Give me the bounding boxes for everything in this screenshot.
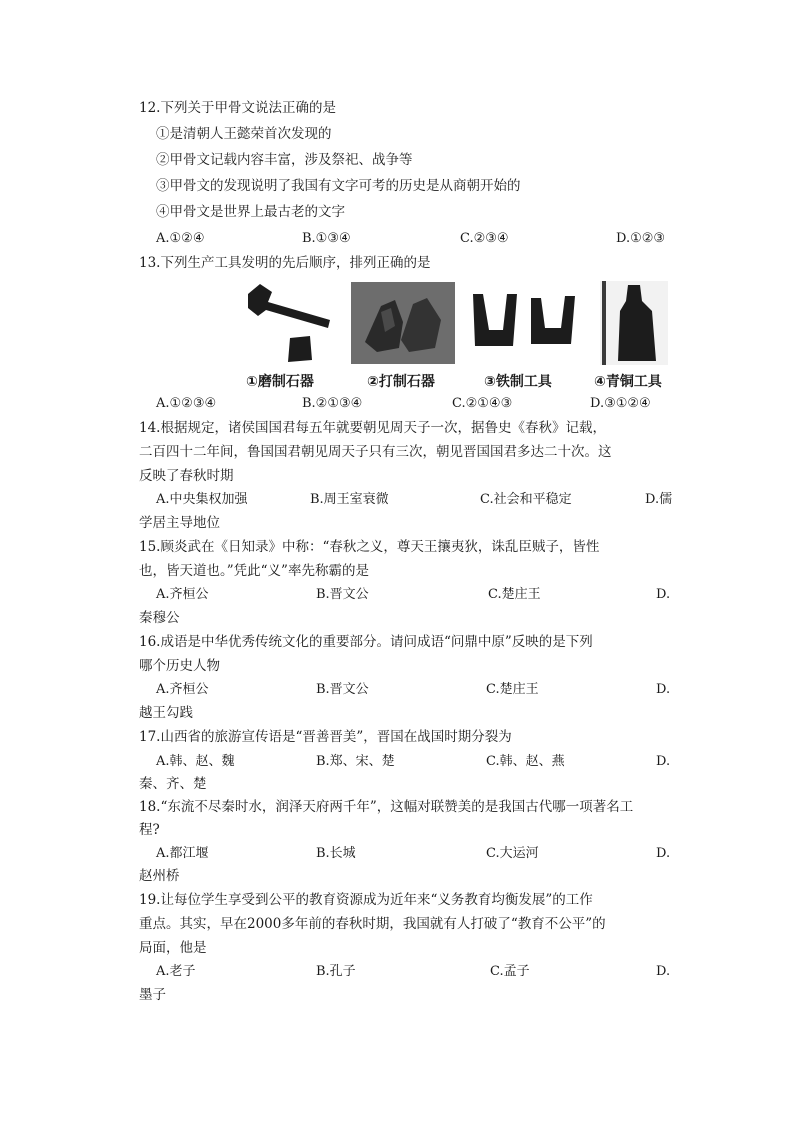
q18-option-b: B.长城 [316,846,356,861]
q19-option-c: C.孟子 [490,964,530,979]
q14-stem-line-3: 反映了春秋时期 [139,468,234,484]
q12-option-d: D.①②③ [616,231,666,246]
q12-option-a: A.①②④ [156,231,205,246]
q15-stem-line-2: 也，皆天道也。”凭此“义”率先称霸的是 [139,563,369,579]
q13-caption-2: ②打制石器 [367,374,435,390]
q14-stem-line-2: 二百四十二年间，鲁国国君朝见周天子只有三次，朝见晋国国君多达二十次。这 [139,444,612,460]
q15-option-d-wrap: 秦穆公 [139,610,180,626]
q18-option-d: D. [656,846,671,861]
q13-caption-1: ①磨制石器 [246,374,314,390]
q12-item-1: ①是清朝人王懿荣首次发现的 [156,126,332,142]
q19-option-d-wrap: 墨子 [139,987,166,1003]
q17-option-d: D. [656,754,671,769]
q18-stem-line-1: 18.“东流不尽秦时水，润泽天府两千年”，这幅对联赞美的是我国古代哪一项著名工 [139,799,634,815]
q19-stem-line-3: 局面，他是 [139,940,207,956]
q14-stem-line-1: 14.根据规定，诸侯国国君每五年就要朝见周天子一次，据鲁史《春秋》记载， [139,420,606,436]
q13-caption-3: ③铁制工具 [484,374,552,390]
q16-option-a: A.齐桓公 [156,682,209,697]
q18-option-d-wrap: 赵州桥 [139,868,180,884]
q17-option-c: C.韩、赵、燕 [486,754,565,769]
q12-option-b: B.①③④ [302,231,351,246]
q14-option-d: D.儒 [645,492,673,507]
q16-option-d: D. [656,682,671,697]
q15-option-c: C.楚庄王 [488,587,541,602]
q16-stem-line-1: 16.成语是中华优秀传统文化的重要部分。请问成语“问鼎中原”反映的是下列 [139,634,593,650]
q14-option-c: C.社会和平稳定 [480,492,572,507]
q13-option-a: A.①②③④ [156,396,217,411]
q16-option-c: C.楚庄王 [486,682,539,697]
q15-option-a: A.齐桓公 [156,587,209,602]
q12-item-3: ③甲骨文的发现说明了我国有文字可考的历史是从商朝开始的 [156,178,521,194]
q17-option-a: A.韩、赵、魏 [156,754,235,769]
q16-option-b: B.晋文公 [316,682,369,697]
bronze-tool-image [600,281,668,365]
q15-stem-line-1: 15.顾炎武在《日知录》中称：“春秋之义，尊天王攘夷狄，诛乱臣贼子，皆性 [139,539,600,555]
q14-option-b: B.周王室衰微 [310,492,389,507]
q17-option-d-wrap: 秦、齐、楚 [139,776,207,792]
chipped-stone-tool-image [351,282,455,364]
q18-option-c: C.大运河 [486,846,539,861]
q18-option-a: A.都江堰 [156,846,209,861]
polished-stone-tool-image [240,282,335,364]
q13-option-c: C.②①④③ [452,396,513,411]
q16-stem-line-2: 哪个历史人物 [139,658,220,674]
q14-option-d-wrap: 学居主导地位 [139,515,220,531]
q19-stem-line-1: 19.让每位学生享受到公平的教育资源成为近年来“义务教育均衡发展”的工作 [139,892,593,908]
q12-stem: 12.下列关于甲骨文说法正确的是 [139,100,336,116]
q15-option-d: D. [656,587,671,602]
q19-option-d: D. [656,964,671,979]
q13-option-d: D.③①②④ [590,396,651,411]
q18-stem-line-2: 程? [139,822,160,838]
q13-stem: 13.下列生产工具发明的先后顺序，排列正确的是 [139,255,431,271]
iron-tool-image [469,290,581,352]
q12-item-2: ②甲骨文记载内容丰富，涉及祭祀、战争等 [156,152,413,168]
q14-option-a: A.中央集权加强 [156,492,248,507]
q12-item-4: ④甲骨文是世界上最古老的文字 [156,204,345,220]
q12-option-c: C.②③④ [460,231,509,246]
q13-option-b: B.②①③④ [302,396,363,411]
q17-stem-line-1: 17.山西省的旅游宣传语是“晋善晋美”，晋国在战国时期分裂为 [139,729,512,745]
q16-option-d-wrap: 越王勾践 [139,705,193,721]
q13-caption-4: ④青铜工具 [594,374,662,390]
q19-option-a: A.老子 [156,964,196,979]
q19-option-b: B.孔子 [316,964,356,979]
q19-stem-line-2: 重点。其实，早在2000多年前的春秋时期，我国就有人打破了“教育不公平”的 [139,916,606,932]
q17-option-b: B.郑、宋、楚 [316,754,395,769]
q15-option-b: B.晋文公 [316,587,369,602]
